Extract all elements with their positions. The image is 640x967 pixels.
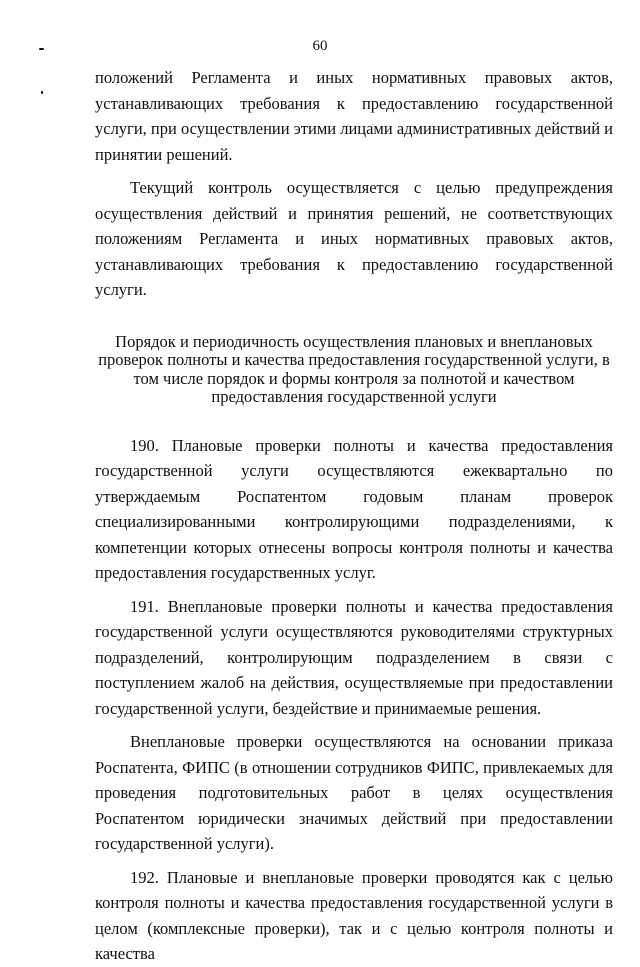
document-body — [95, 65, 613, 967]
paragraph-190: 190. Плановые проверки полноты и качества предоставления государственной услуги осуществляются ежеквартально по утверждаемым Роспатентом годовым планам проверок специализированными контролирующими подразделениями, к компетенции которых отнесены вопросы контроля полноты и качества предоставления государственных услуг. — [95, 435, 613, 582]
paragraph-191-unscheduled: Внеплановые проверки осуществляются на основании приказа Роспатента, ФИПС (в отношении сотрудников ФИПС, привлекаемых для проведения подготовительных работ в целях осуществления Роспатентом юридически значимых действий при предоставлении государственной услуги). — [95, 732, 613, 853]
paragraph-192: 192. Плановые и внеплановые проверки проводятся как с целью контроля полноты и качества предоставления государственной услуги в целом (комплексные проверки), так и с целью контроля полноты и качества — [95, 867, 613, 963]
section-heading: Порядок и периодичность осуществления плановых и внеплановых проверок полноты и качества предоставления государственной услуги, в том числе порядок и формы контроля за полнотой и качеством предоставления государственной услуги — [98, 331, 610, 406]
paragraph-continuation: положений Регламента и иных нормативных правовых актов, устанавливающих требования к предоставлению государственной услуги, при осуществлении этими лицами административных действий и принятии решений. — [95, 68, 613, 164]
page-number: 60 — [312, 38, 328, 54]
paragraph-current-control: Текущий контроль осуществляется с целью предупреждения осуществления действий и принятия решений, не соответствующих положениям Регламента и иных нормативных правовых актов, устанавливающих требования к предоставлению государственной услуги. — [95, 178, 613, 299]
paragraph-191: 191. Внеплановые проверки полноты и качества предоставления государственной услуги осуществляются руководителями структурных подразделений, контролирующим подразделением в связи с поступлением жалоб на действия, осуществляемые при предоставлении государственной услуги, бездействие и принимаемые решения. — [95, 596, 613, 718]
scan-artifact-mark — [41, 91, 43, 94]
